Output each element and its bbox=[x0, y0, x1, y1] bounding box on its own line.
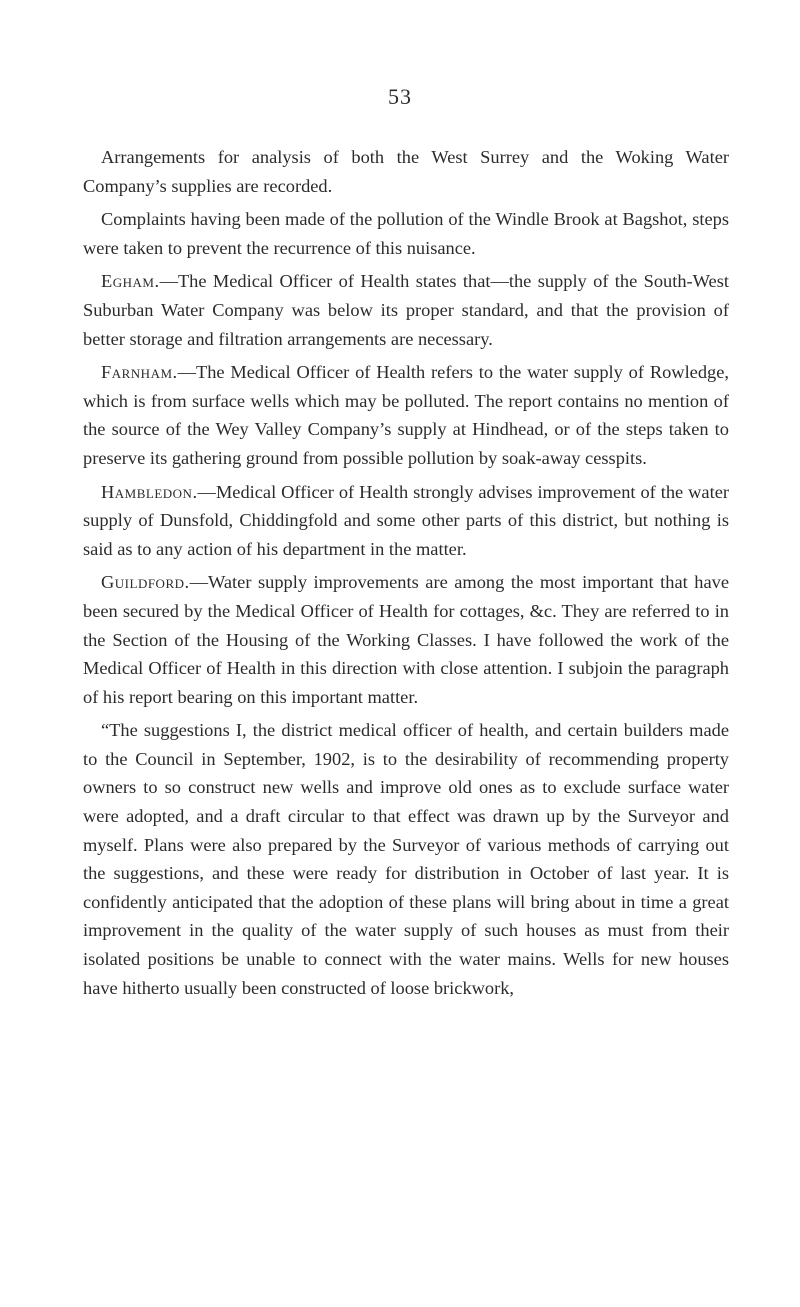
paragraph-text: —The Medical Officer of Health states that—the supply of the South-West Suburban Water Company was below its proper standard, and that the provision of better storage and filtration arrangements are necessary. bbox=[83, 271, 729, 349]
paragraph-farnham bbox=[83, 358, 729, 472]
page-number: 53 bbox=[388, 84, 412, 109]
place-name-farnham: Farnham. bbox=[101, 362, 178, 383]
paragraph-guildford bbox=[83, 568, 729, 711]
paragraph-text: —The Medical Officer of Health refers to the water supply of Rowledge, which is from surface wells which may be polluted. The report contains no mention of the source of the Wey Valley Company’s supply at Hindhead, or of the steps taken to preserve its gathering ground from possible pollution by soak-away cesspits. bbox=[83, 362, 729, 468]
place-name-guildford: Guildford. bbox=[101, 572, 190, 593]
paragraph-quotation bbox=[83, 716, 729, 1002]
place-name-hambledon: Hambledon. bbox=[101, 481, 198, 502]
paragraph-egham bbox=[83, 267, 729, 353]
paragraph-text: —Water supply improvements are among the most important that have been secured by the Medical Officer of Health for cottages, &c. They are referred to in the Section of the Housing of the Working Classes. I have followed the work of the Medical Officer of Health in this direction with close attention. I subjoin the paragraph of his report bearing on this important matter. bbox=[83, 572, 729, 707]
paragraph-windle-brook bbox=[83, 205, 729, 262]
paragraph-text: —Medical Officer of Health strongly advises improvement of the water supply of Dunsfold, Chiddingfold and some other parts of this district, but nothing is said as to any action of his department in the matter. bbox=[83, 481, 729, 559]
body-text bbox=[83, 143, 729, 1007]
paragraph-text: Arrangements for analysis of both the West Surrey and the Woking Water Company’s supplies are recorded. bbox=[83, 147, 729, 196]
paragraph-text: “The suggestions I, the district medical officer of health, and certain builders made to the Council in September, 1902, is to the desirability of recommending property owners to so construct new wells and improve old ones as to exclude surface water were adopted, and a draft circular to that effect was drawn up by the Surveyor and myself. Plans were also prepared by the Surveyor of various methods of carrying out the suggestions, and these were ready for distribution in October of last year. It is confidently anticipated that the adoption of these plans will bring about in time a great improvement in the quality of the water supply of such houses as must from their isolated positions be unable to connect with the water mains. Wells for new houses have hitherto usually been constructed of loose brickwork, bbox=[83, 720, 729, 998]
paragraph-arrangements bbox=[83, 143, 729, 200]
paragraph-hambledon bbox=[83, 478, 729, 564]
place-name-egham: Egham. bbox=[101, 271, 160, 292]
paragraph-text: Complaints having been made of the pollution of the Windle Brook at Bagshot, steps were taken to prevent the recurrence of this nuisance. bbox=[83, 209, 729, 258]
